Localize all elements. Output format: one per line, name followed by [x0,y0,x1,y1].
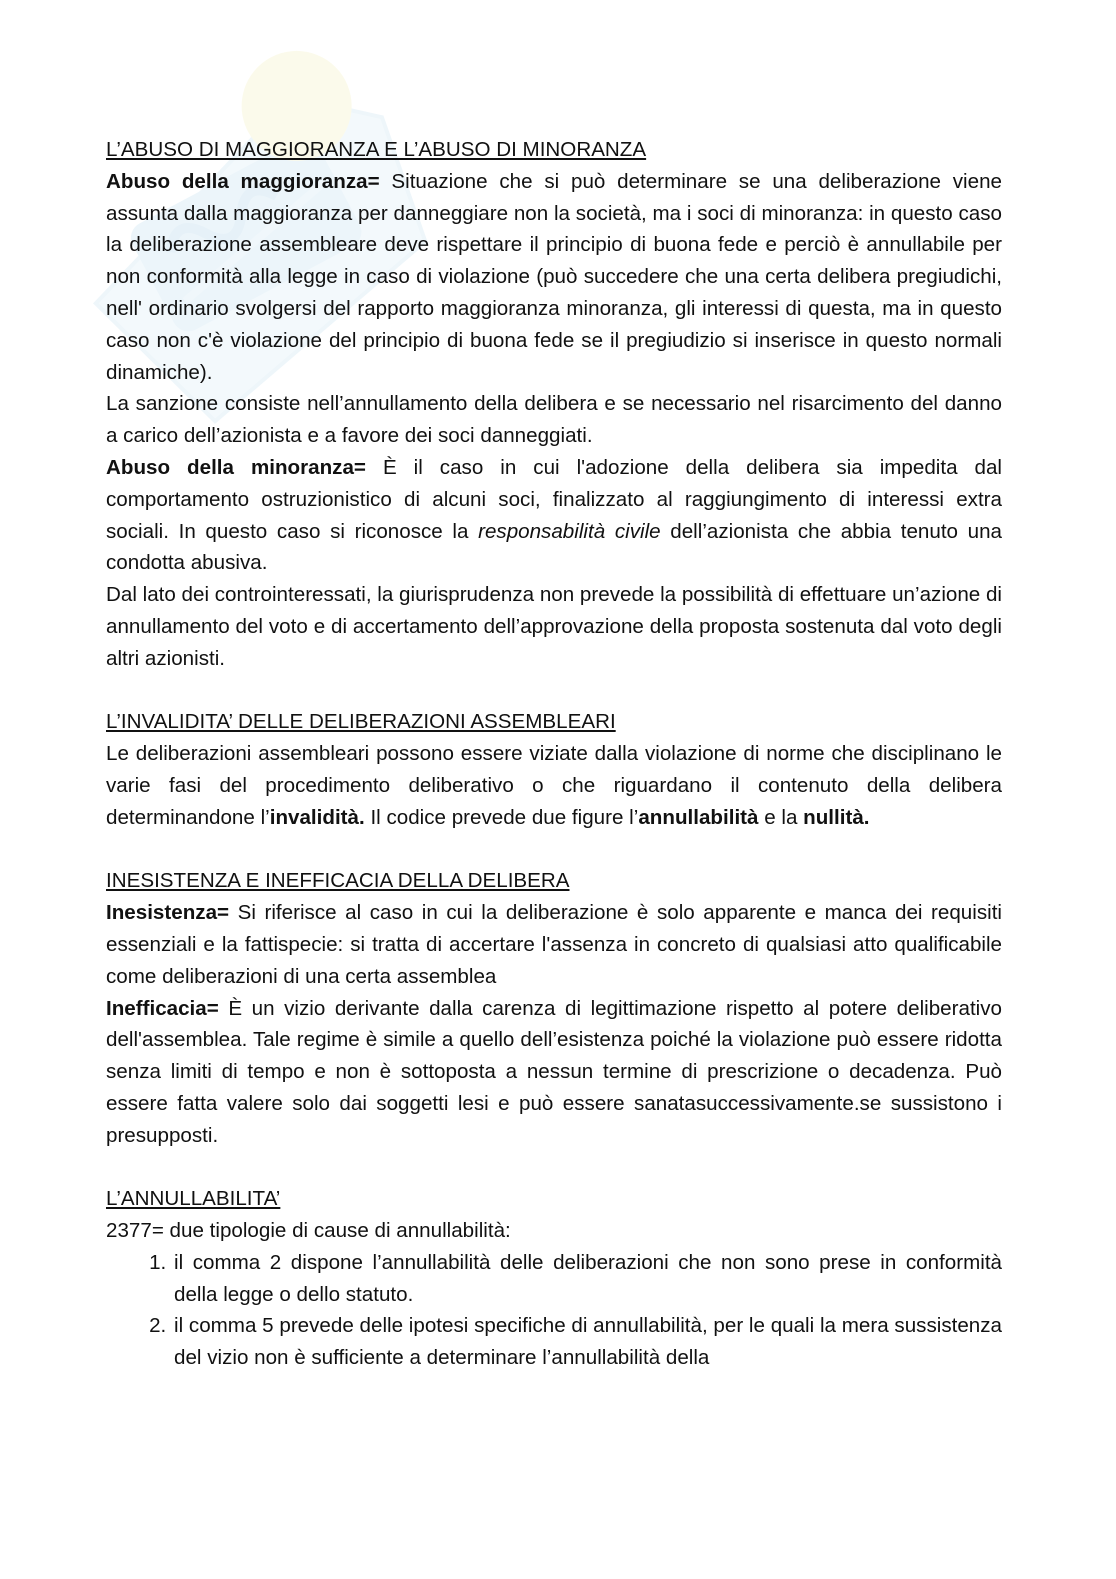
paragraph-text: È il caso in cui l'adozione della delibera sia impedita dal comportamento ostruzionistico di alcuni soci, finalizzato al raggiungimento di interessi extra sociali. In questo caso si riconosce la [106,455,1002,543]
paragraph: La sanzione consiste nell’annullamento della delibera e se necessario nel risarcimento del danno a carico dell’azionista e a favore dei soci danneggiati. [106,392,1002,448]
term-label: Abuso della maggioranza= [106,169,380,193]
paragraph-text: Il codice prevede due figure l’ [364,805,639,829]
paragraph [106,166,1002,389]
term-label: Inefficacia= [106,996,219,1020]
term-label: Inesistenza= [106,901,230,925]
section-abuso [106,134,1002,675]
paragraph [106,738,1002,833]
bold-term: nullità. [803,805,870,829]
paragraph-text: Si riferisce al caso in cui la deliberazione è solo apparente e manca dei requisiti essenziali e la fattispecie: si tratta di accertare l'assenza in concreto di qualsiasi atto qualificabile come deliberazioni di una certa assemblea [106,901,1002,988]
term-label: Abuso della minoranza= [106,455,366,479]
paragraph-text: dell’azionista che abbia tenuto una condotta abusiva. [106,519,1003,575]
section-heading: L’INVALIDITA’ DELLE DELIBERAZIONI ASSEMBLEARI [106,710,616,734]
section-heading: L’ANNULLABILITA’ [106,1187,281,1211]
list-item: 1. il comma 2 dispone l’annullabilità delle deliberazioni che non sono prese in conformità della legge o dello statuto. [172,1247,1002,1311]
list-item: 2. il comma 5 prevede delle ipotesi specifiche di annullabilità, per le quali la mera sussistenza del vizio non è sufficiente a determinare l’annullabilità della [172,1310,1002,1374]
paragraph [106,452,1002,579]
section-invalidita [106,706,1002,833]
paragraph: Dal lato dei controinteressati, la giurisprudenza non prevede la possibilità di effettuare un’azione di annullamento del voto e di accertamento dell’approvazione della proposta sostenuta dal voto degli altri azionisti. [106,583,1002,670]
paragraph-text: Le deliberazioni assembleari possono essere viziate dalla violazione di norme che disciplinano le varie fasi del procedimento deliberativo o che riguardano il contenuto della delibera determinandone l’ [106,742,1002,829]
section-heading: L’ABUSO DI MAGGIORANZA E L’ABUSO DI MINORANZA [106,138,647,161]
paragraph [106,993,1002,1152]
document-body [106,134,1002,1374]
section-annullabilita [106,1183,1002,1374]
section-inesistenza [106,865,1002,1151]
bold-term: invalidità. [269,805,365,829]
paragraph-text: Situazione che si può determinare se una deliberazione viene assunta dalla maggioranza per danneggiare non la società, ma i soci di minoranza: in questo caso la deliberazione assembleare deve rispettare il principio di buona fede e perciò è annullabile per non conformità alla legge in caso di violazione (può succedere che una certa delibera pregiudichi, nell' ordinario svolgersi del rapporto maggioranza minoranza, gli interessi di questa, ma in questo caso non c'è violazione del principio di buona fede se il pregiudizio si inserisce in questo normali dinamiche). [106,169,1002,384]
paragraph: 2377= due tipologie di cause di annullabilità: [106,1219,511,1243]
bold-term: annullabilità [638,805,759,829]
paragraph-text: È un vizio derivante dalla carenza di legittimazione rispetto al potere deliberativo dell'assemblea. Tale regime è simile a quello dell’esistenza poiché la violazione può essere ridotta senza limiti di tempo e non è sottoposta a nessun termine di prescrizione o decadenza. Può essere fatta valere solo dai soggetti lesi e può essere sanatasuccessivamente.se sussistono i presupposti. [106,996,1002,1147]
paragraph [106,897,1002,992]
section-heading: INESISTENZA E INEFFICACIA DELLA DELIBERA [106,869,570,893]
paragraph-text: e la [758,805,804,829]
italic-term: responsabilità civile [478,519,661,543]
numbered-list [106,1247,1002,1374]
